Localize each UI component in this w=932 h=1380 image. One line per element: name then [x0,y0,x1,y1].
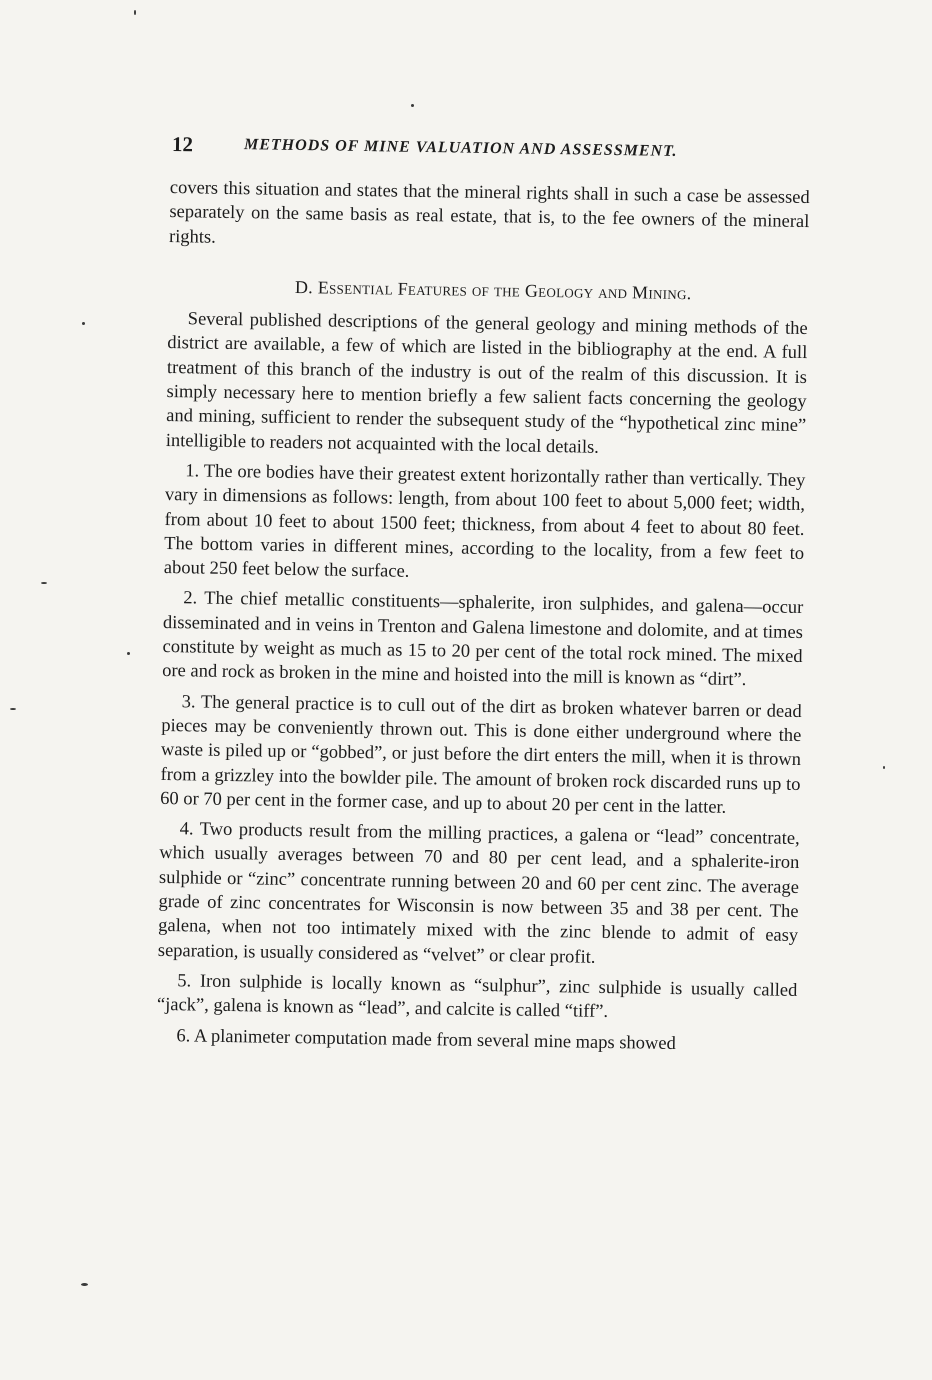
numbered-item-2: 2. The chief metallic constituents—sphalerite, iron sulphides, and galena—occur disseminated and in veins in Trenton and Galena limestone and dolomite, and at times constitute by weight as much as 15 to 20 per cent of the total rock mined. The mixed ore and rock as broken in the mine and hoisted into the mill is known as “dirt”. [162,588,804,691]
scan-speck [82,322,85,325]
page-body [156,176,810,1058]
opening-paragraph: covers this situation and states that the mineral rights shall in such a case be assessed separately on the same basis as real estate, that is, to the fee owners of the mineral rights. [168,177,810,248]
numbered-item-5: 5. Iron sulphide is locally known as “sulphur”, zinc sulphide is usually called “jack”, galena is known as “lead”, and calcite is called “tiff”. [156,971,798,1023]
scan-speck [411,104,414,107]
scan-speck [81,1283,88,1286]
numbered-item-1: 1. The ore bodies have their greatest extent horizontally rather than vertically. They vary in dimensions as follows: length, from about 100 feet to about 5,000 feet; width, from about 10 feet to about 1500 feet; thickness, from about 4 feet to about 80 feet. The bottom varies in different mines, according to the locality, from a few feet to about 250 feet below the surface. [163,461,806,582]
numbered-item-6: 6. A planimeter computation made from several mine maps showed [176,1025,676,1054]
scan-speck [10,708,16,710]
scan-speck [41,582,47,584]
numbered-item-4: 4. Two products result from the milling practices, a galena or “lead” concentrate, which usually averages between 70 and 80 per cent lead, and a sphalerite-iron sulphide or “zinc” concentrate running between 20 and 60 per cent zinc. The average grade of zinc concentrates for Wisconsin is now between 35 and 38 per cent. The galena, when not too intimately mixed with the zinc blende to admit of easy separation, is usually considered as “velvet” or clear profit. [157,819,800,968]
page-header [172,132,772,171]
numbered-item-3: 3. The general practice is to cull out of the dirt as broken whatever barren or dead pieces may be conveniently thrown out. This is done either underground where the waste is piled up or “gobbed”, or just before the dirt enters the mill, when it is thrown from a grizzley into the bowlder pile. The amount of broken rock discarded runs up to 60 or 70 per cent in the former case, and up to about 20 per cent in the latter. [160,691,802,818]
running-title: METHODS OF MINE VALUATION AND ASSESSMENT. [243,136,678,160]
scan-speck [127,652,130,655]
page-number: 12 [171,132,194,157]
scan-speck [883,766,885,769]
intro-paragraph: Several published descriptions of the general geology and mining methods of the district are available, a few of which are listed in the bibliography at the end. A full treatment of this branch of the industry is out of the realm of this discussion. It is simply necessary here to mention briefly a few salient facts concerning the geology and mining, sufficient to render the subsequent study of the “hypothetical zinc mine” intelligible to readers not acquainted with the local details. [165,309,808,458]
section-heading: D. Essential Features of the Geology and Mining. [294,276,692,304]
scan-speck [134,10,136,15]
